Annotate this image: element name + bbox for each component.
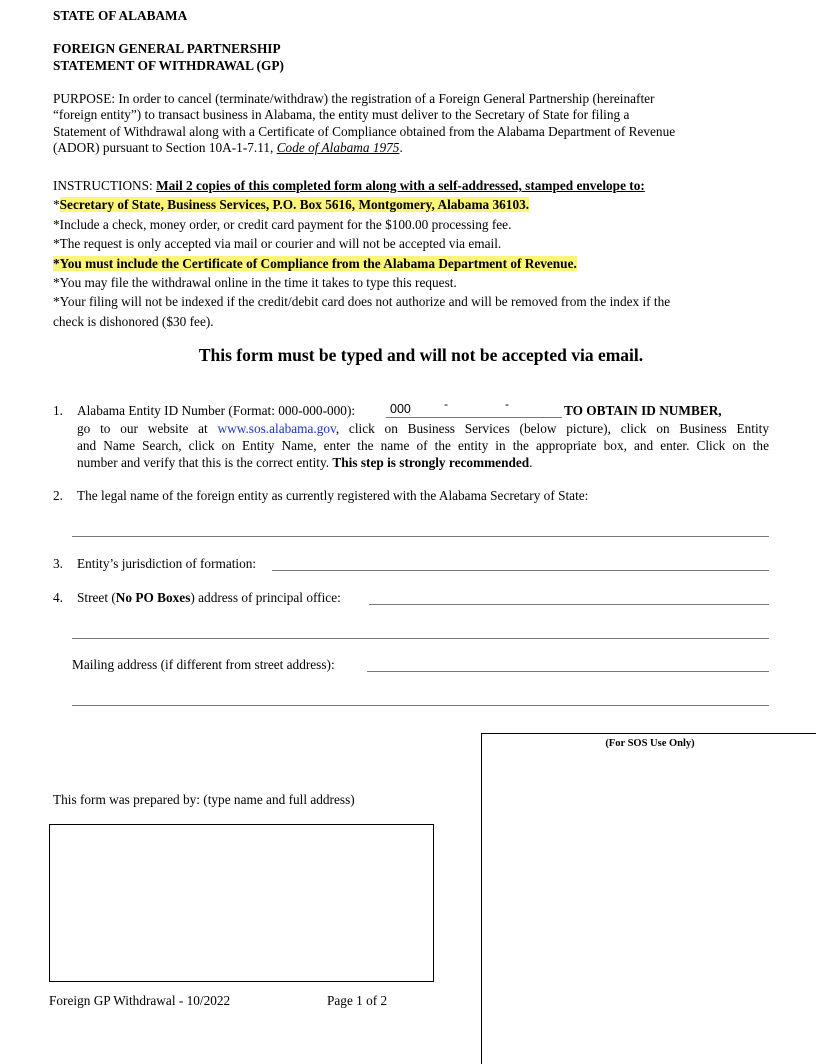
sos-website-link[interactable]: www.sos.alabama.gov [217, 421, 336, 436]
item-1-line-4: number and verify that this is the correct entity. This step is strongly recommended. [77, 455, 533, 470]
item-4-number: 4. [53, 590, 63, 605]
item-1-label: Alabama Entity ID Number (Format: 000-000-000): [77, 403, 356, 418]
entity-id-input[interactable] [390, 401, 562, 417]
entity-id-underline [386, 417, 562, 418]
form-title-line-2: STATEMENT OF WITHDRAWAL (GP) [53, 58, 284, 73]
mailing-address-input[interactable] [370, 654, 767, 670]
index-instruction-line-1: *Your filing will not be indexed if the credit/debit card does not authorize and will be removed from the index if the [53, 294, 671, 310]
mail-instruction: Mail 2 copies of this completed form along with a self-addressed, stamped envelope to: [156, 178, 645, 193]
page-number: Page 1 of 2 [327, 993, 388, 1008]
item-3-number: 3. [53, 556, 63, 571]
legal-name-underline [72, 536, 769, 537]
prepared-by-textarea[interactable] [49, 824, 434, 982]
certificate-instruction: *You must include the Certificate of Compliance from the Alabama Department of Revenue. [53, 255, 577, 271]
online-instruction: *You may file the withdrawal online in the time it takes to type this request. [53, 275, 457, 291]
street-address-underline-2 [72, 638, 769, 639]
street-address-input-2[interactable] [74, 620, 767, 637]
mail-only-instruction: *The request is only accepted via mail or courier and will not be accepted via email. [53, 236, 502, 252]
item-1-instructions [77, 420, 769, 471]
state-heading: STATE OF ALABAMA [53, 8, 188, 23]
code-citation: Code of Alabama 1975 [276, 140, 400, 156]
purpose-line-1: PURPOSE: In order to cancel (terminate/withdraw) the registration of a Foreign General Partnership (hereinafter [53, 91, 655, 106]
purpose-paragraph [53, 91, 773, 157]
sos-use-only-label: (For SOS Use Only) [605, 738, 695, 749]
form-version: Foreign GP Withdrawal - 10/2022 [49, 993, 231, 1008]
purpose-line-4: (ADOR) pursuant to Section 10A-1-7.11, Code of Alabama 1975. [53, 140, 403, 156]
item-3-label: Entity’s jurisdiction of formation: [77, 556, 257, 571]
mailing-address-label: Mailing address (if different from street address): [72, 657, 335, 672]
index-instruction-line-2: check is dishonored ($30 fee). [53, 313, 214, 329]
sos-address: Secretary of State, Business Services, P.O. Box 5616, Montgomery, Alabama 36103. [59, 197, 530, 213]
entity-id-dash-2: - [505, 397, 509, 411]
purpose-line-2: “foreign entity”) to transact business in Alabama, the entity must deliver to the Secretary of State for filing a [53, 107, 630, 123]
prepared-by-label: This form was prepared by: (type name and full address) [53, 792, 355, 807]
instructions-block [53, 176, 793, 331]
street-address-input[interactable] [372, 587, 767, 603]
legal-name-input[interactable] [74, 518, 767, 535]
jurisdiction-input[interactable] [275, 553, 767, 569]
instructions-heading: INSTRUCTIONS: Mail 2 copies of this completed form along with a self-addressed, stamped envelope to: [53, 178, 645, 193]
item-2-label: The legal name of the foreign entity as currently registered with the Alabama Secretary of State: [77, 488, 589, 503]
mailing-address-instruction: *Secretary of State, Business Services, P.O. Box 5616, Montgomery, Alabama 36103. [53, 197, 530, 213]
item-2-number: 2. [53, 488, 63, 503]
item-1-number: 1. [53, 403, 63, 418]
form-title-line-1: FOREIGN GENERAL PARTNERSHIP [53, 41, 281, 56]
mailing-address-input-2[interactable] [74, 687, 767, 704]
jurisdiction-underline [272, 570, 769, 571]
mailing-address-underline-2 [72, 705, 769, 706]
item-4-label: Street (No PO Boxes) address of principal office: [77, 590, 341, 605]
purpose-line-3: Statement of Withdrawal along with a Certificate of Compliance obtained from the Alabama Department of Revenue [53, 123, 676, 139]
item-1-line-3: and Name Search, click on Entity Name, enter the name of the entity in the appropriate box, and enter. Click on the [77, 438, 769, 453]
fee-instruction: *Include a check, money order, or credit card payment for the $100.00 processing fee. [53, 216, 512, 232]
obtain-id-heading: TO OBTAIN ID NUMBER, [564, 403, 722, 418]
sos-use-only-box [481, 733, 816, 1064]
street-address-underline [369, 604, 769, 605]
item-1-line-2: go to our website at www.sos.alabama.gov, click on Business Services (below picture), click on Business Entity [77, 421, 769, 436]
typed-only-notice: This form must be typed and will not be accepted via email. [198, 345, 644, 365]
entity-id-dash-1: - [444, 397, 448, 411]
mailing-address-underline [367, 671, 769, 672]
